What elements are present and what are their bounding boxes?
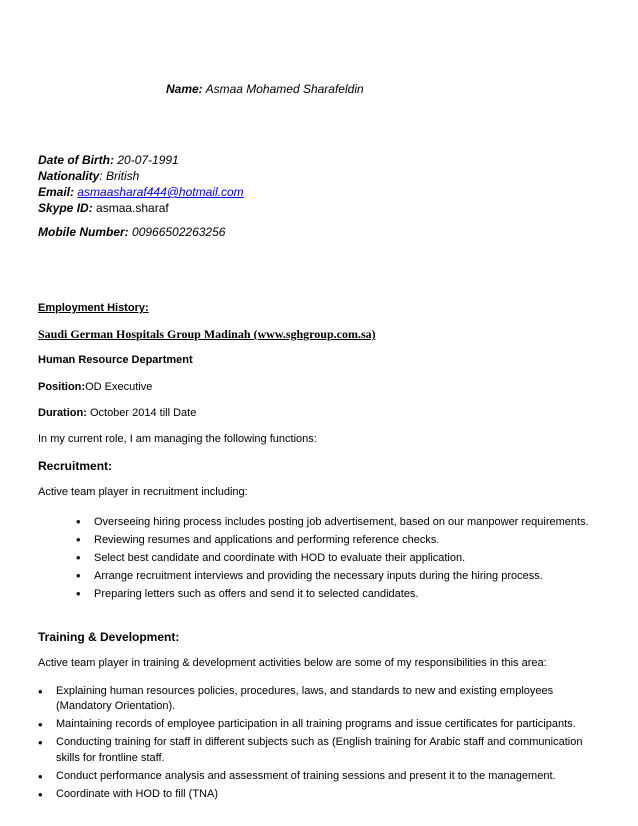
list-item: • Preparing letters such as offers and send it to selected candidates. [76,585,616,603]
duration-value: October 2014 till Date [89,407,197,419]
training-list [38,684,608,805]
list-item: • Reviewing resumes and applications and performing reference checks. [76,531,616,549]
list-item: • Maintaining records of employee participation in all training programs and issue certificates for participants. [38,717,608,732]
position-line [38,381,152,393]
dob-value: 20-07-1991 [117,153,179,167]
list-item: • Arrange recruitment interviews and providing the necessary inputs during the hiring process. [76,567,616,585]
list-item: • Select best candidate and coordinate with HOD to evaluate their application. [76,549,616,567]
duration-line [38,407,196,419]
duration-label: Duration: [38,407,87,419]
skype-line [38,201,169,215]
email-line [38,185,244,199]
training-heading: Training & Development: [38,630,180,644]
training-intro: Active team player in training & development activities below are some of my responsibilities in this area: [38,657,547,669]
nationality-value: : British [99,169,140,183]
list-item: • Conduct performance analysis and assessment of training sessions and present it to the management. [38,769,608,784]
mobile-line [38,225,225,239]
position-label: Position: [38,381,86,393]
dob-line [38,153,179,167]
dob-label: Date of Birth: [38,153,114,167]
email-link[interactable]: asmaasharaf444@hotmail.com [77,185,244,199]
skype-label: Skype ID: [38,201,93,215]
department: Human Resource Department [38,354,193,366]
recruitment-list [76,513,616,603]
mobile-label: Mobile Number: [38,225,129,239]
name-line [166,82,364,96]
current-role-intro: In my current role, I am managing the following functions: [38,433,317,445]
nationality-line [38,169,139,183]
nationality-label: Nationality [38,169,100,183]
position-value: OD Executive [85,381,153,393]
list-item: • Conducting training for staff in different subjects such as (English training for Arabic staff and communication skills for frontline staff. [38,735,608,766]
list-item: • Coordinate with HOD to fill (TNA) [38,787,608,802]
company-name: Saudi German Hospitals Group Madinah (www.sghgroup.com.sa) [38,327,376,341]
employment-heading: Employment History: [38,302,149,314]
recruitment-heading: Recruitment: [38,459,113,473]
email-label: Email: [38,185,75,199]
list-item: • Overseeing hiring process includes posting job advertisement, based on our manpower requirements. [76,513,616,531]
name-label: Name: [166,82,203,96]
recruitment-intro: Active team player in recruitment including: [38,486,248,498]
skype-value: asmaa.sharaf [96,201,169,215]
mobile-value: 00966502263256 [132,225,226,239]
name-value: Asmaa Mohamed Sharafeldin [205,82,364,96]
list-item: • Explaining human resources policies, procedures, laws, and standards to new and existing employees (Mandatory Orientation). [38,684,608,715]
